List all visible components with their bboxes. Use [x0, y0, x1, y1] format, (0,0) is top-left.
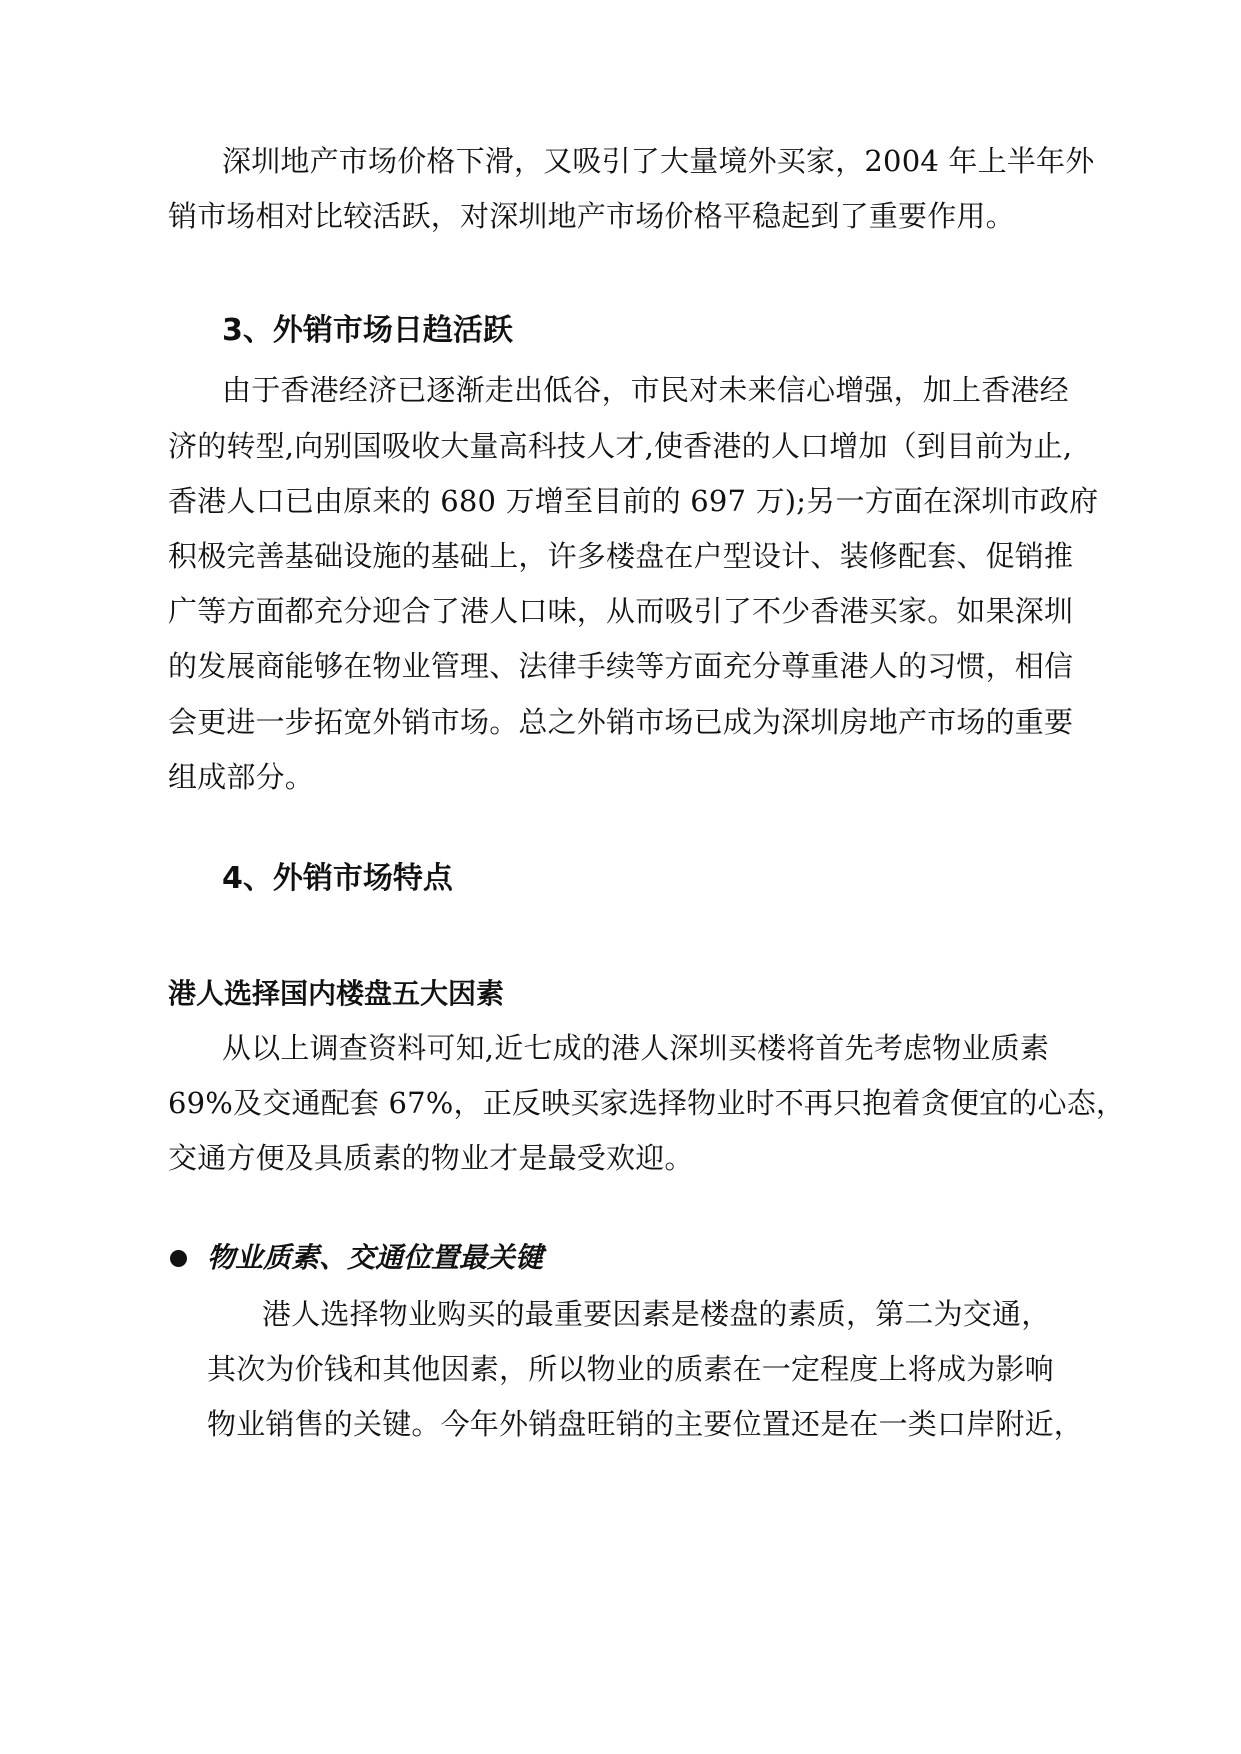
- paragraph-line: 广等方面都充分迎合了港人口味，从而吸引了不少香港买家。如果深圳: [168, 594, 1074, 628]
- paragraph-line: 港人选择物业购买的最重要因素是楼盘的素质，第二为交通，: [262, 1297, 1051, 1331]
- bullet-icon: [170, 1250, 187, 1267]
- paragraph-line: 积极完善基础设施的基础上，许多楼盘在户型设计、装修配套、促销推: [168, 539, 1074, 573]
- paragraph-line: 香港人口已由原来的 680 万增至目前的 697 万);另一方面在深圳市政府: [168, 484, 1099, 518]
- section-heading: 3、外销市场日趋活跃: [222, 313, 513, 348]
- paragraph-line: 交通方便及具质素的物业才是最受欢迎。: [168, 1141, 694, 1175]
- paragraph-line: 从以上调查资料可知,近七成的港人深圳买楼将首先考虑物业质素: [222, 1031, 1050, 1065]
- paragraph-line: 销市场相对比较活跃，对深圳地产市场价格平稳起到了重要作用。: [168, 199, 1015, 233]
- section-heading: 4、外销市场特点: [222, 861, 453, 896]
- sub-heading: 港人选择国内楼盘五大因素: [168, 977, 505, 1010]
- paragraph-line: 组成部分。: [168, 760, 315, 794]
- paragraph-line: 69%及交通配套 67%，正反映买家选择物业时不再只抱着贪便宜的心态，: [168, 1086, 1126, 1120]
- paragraph-line: 会更进一步拓宽外销市场。总之外销市场已成为深圳房地产市场的重要: [168, 705, 1074, 739]
- paragraph-line: 济的转型,向别国吸收大量高科技人才,使香港的人口增加（到目前为止,: [168, 429, 1073, 463]
- paragraph-line: 物业销售的关键。今年外销盘旺销的主要位置还是在一类口岸附近，: [207, 1407, 1084, 1441]
- bullet-title: 物业质素、交通位置最关键: [207, 1241, 544, 1274]
- paragraph-line: 的发展商能够在物业管理、法律手续等方面充分尊重港人的习惯，相信: [168, 649, 1074, 683]
- paragraph-line: 由于香港经济已逐渐走出低谷，市民对未来信心增强，加上香港经: [222, 373, 1069, 407]
- paragraph-line: 其次为价钱和其他因素，所以物业的质素在一定程度上将成为影响: [207, 1352, 1054, 1386]
- paragraph-line: 深圳地产市场价格下滑，又吸引了大量境外买家，2004 年上半年外: [222, 144, 1095, 178]
